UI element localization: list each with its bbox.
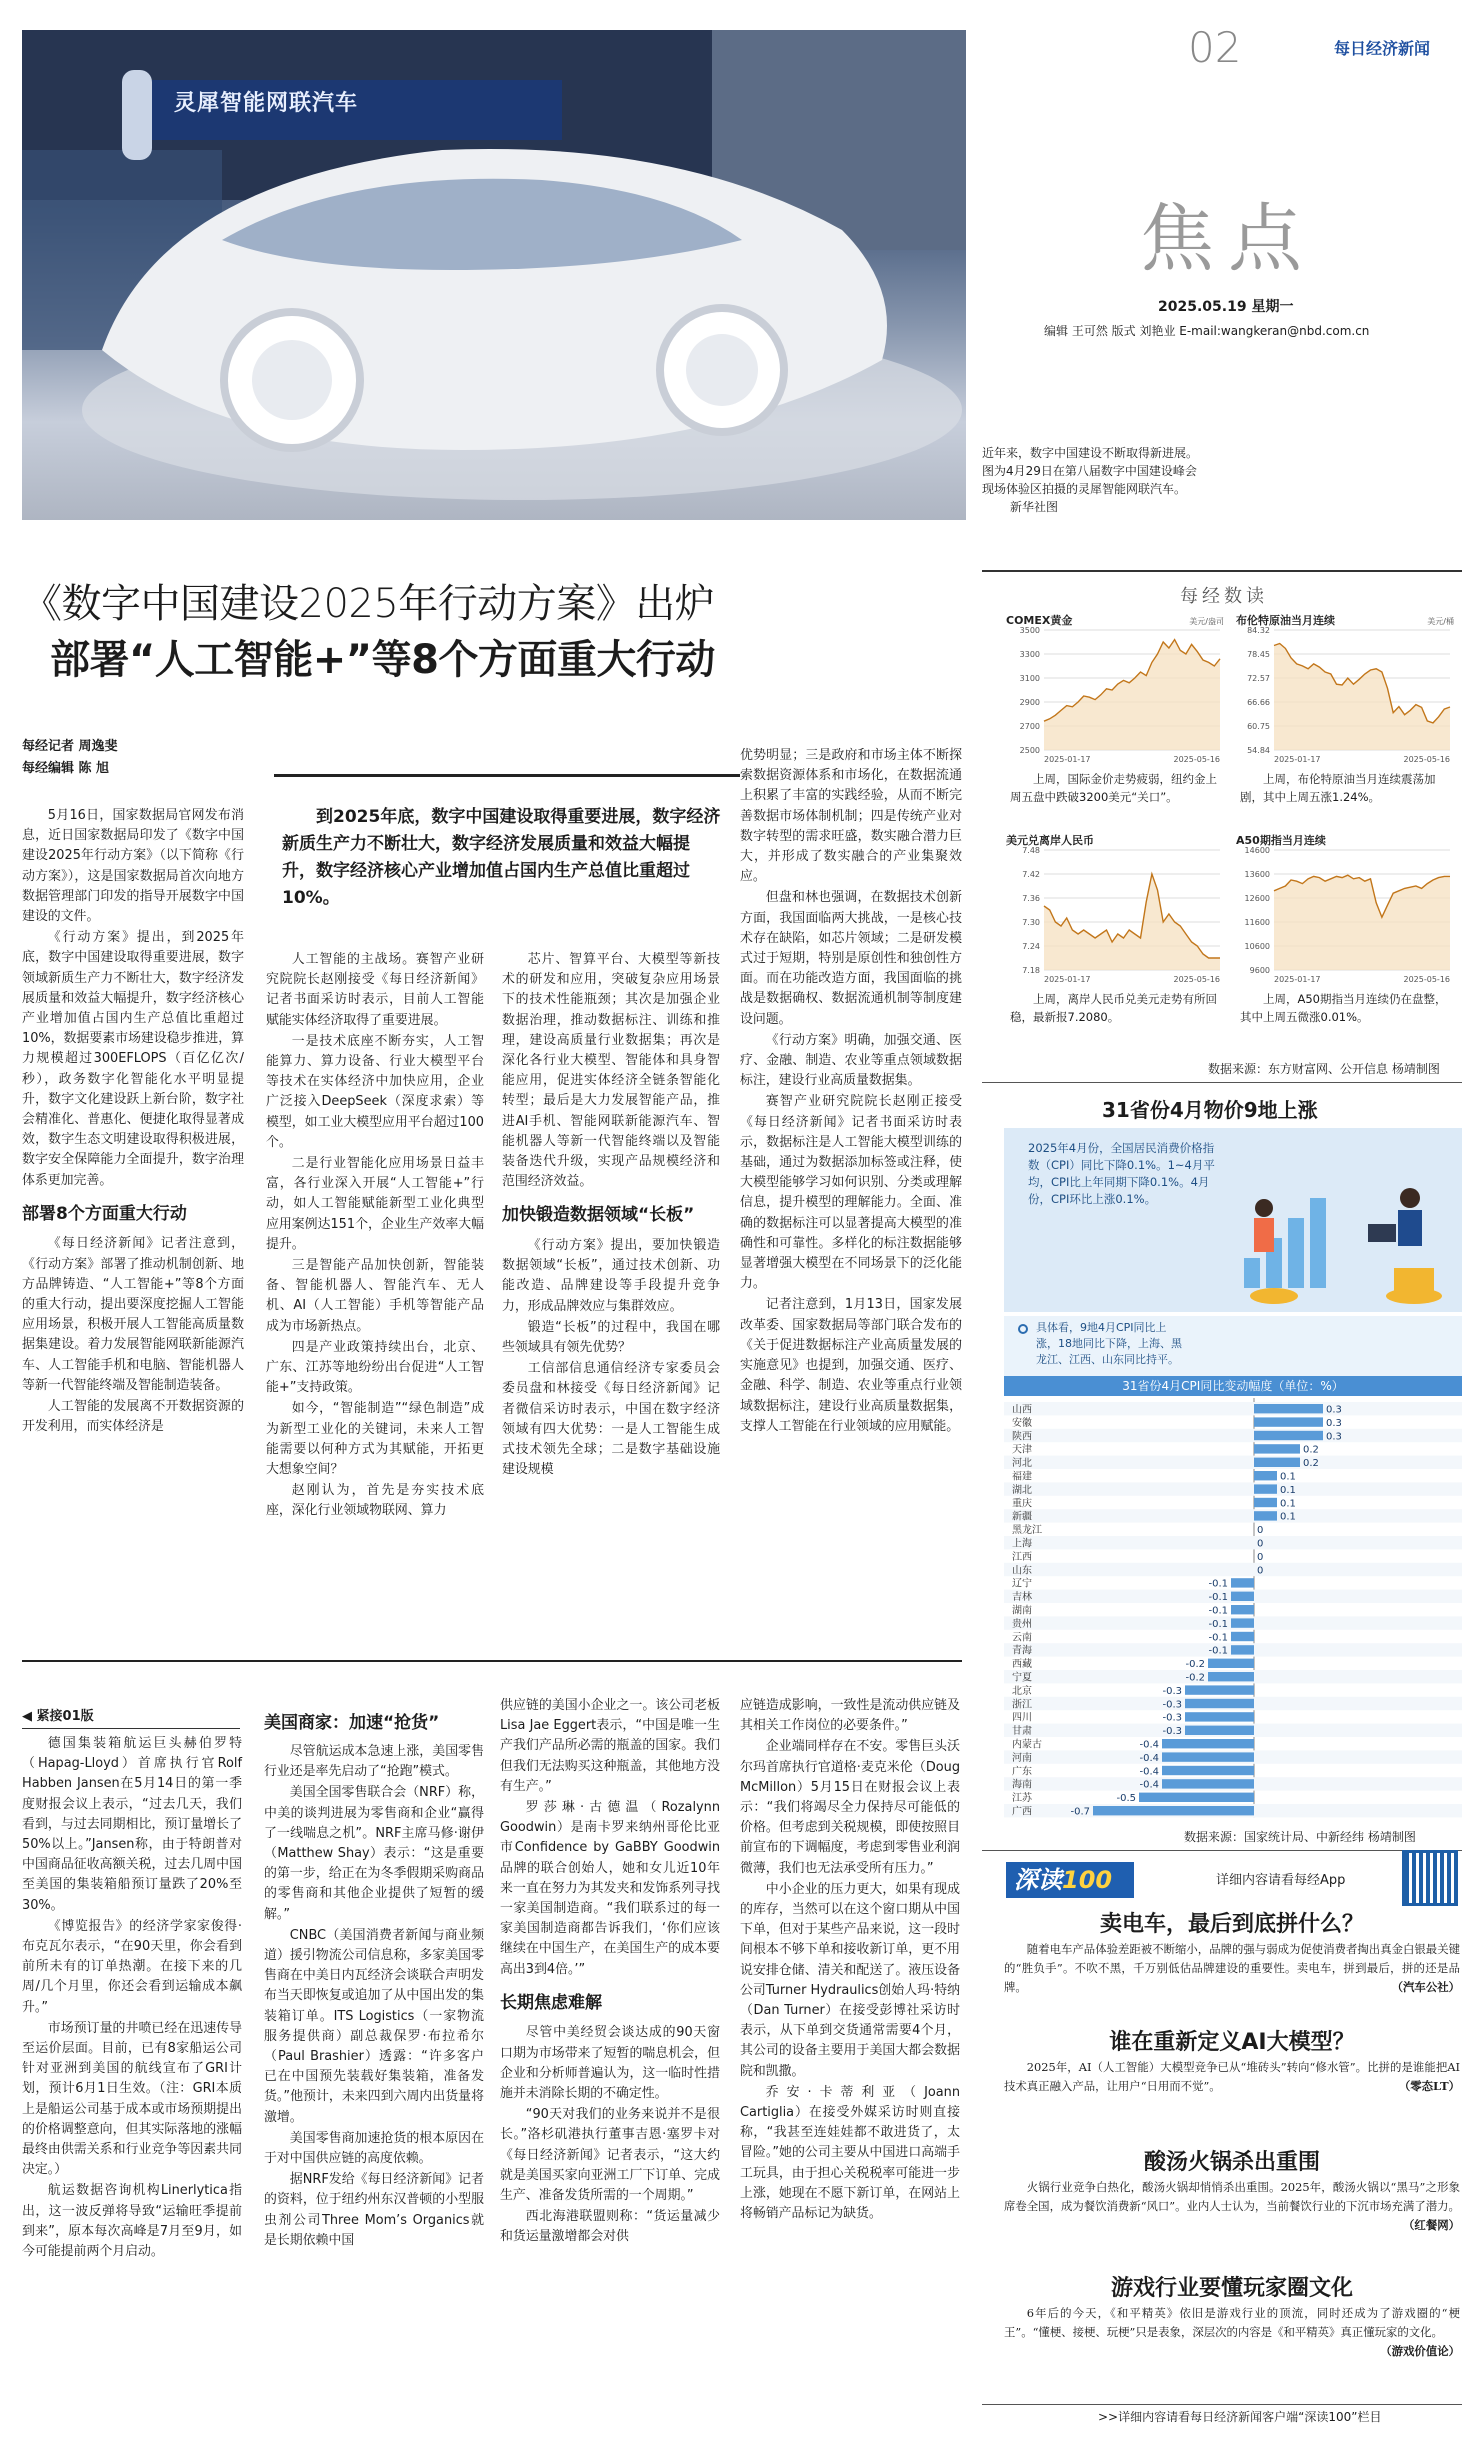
paragraph: 一是技术底座不断夯实，人工智能算力、算力设备、行业大模型平台等技术在实体经济中加快应用，企业广泛接入DeepSeek（深度求索）等模型，如工业大模型应用平台超过100个。 xyxy=(266,1033,484,1150)
x-tick-label: 2025-05-16 xyxy=(1173,755,1220,764)
value-label: -0.4 xyxy=(1139,1752,1159,1764)
category-label: 贵州 xyxy=(1012,1618,1032,1630)
paragraph: 赵刚认为，首先是夯实技术底座，深化行业领域物联网、算力 xyxy=(266,1483,484,1519)
y-tick-label: 9600 xyxy=(1249,966,1270,975)
cpi-bar xyxy=(1162,1752,1254,1761)
value-label: 0.1 xyxy=(1280,1498,1296,1510)
paragraph: 二是行业智能化应用场景日益丰富，各行业深入开展“人工智能+”行动，如人工智能赋能新型工业化典型应用案例达151个，企业生产效率大幅提升。 xyxy=(266,1156,484,1252)
deep-item-body: 2025年，AI（人工智能）大模型竞争已从“堆砖头”转向“修水管”。比拼的是谁能把AI技术真正融入产品，让用户“日用而不觉”。 xyxy=(1004,2060,1460,2093)
value-label: -0.3 xyxy=(1162,1726,1182,1738)
value-label: 0 xyxy=(1257,1525,1264,1537)
row-stripe xyxy=(1004,1402,1462,1415)
category-label: 黑龙江 xyxy=(1012,1525,1042,1537)
paragraph: 供应链的美国小企业之一。该公司老板Lisa Jae Eggert表示，“中国是唯一生产我们产品所必需的瓶盖的国家。我们但我们无法购买这种瓶盖，其他地方没有生产。” xyxy=(500,1698,720,1794)
cpi-bar xyxy=(1185,1699,1254,1708)
value-label: -0.3 xyxy=(1162,1699,1182,1711)
paragraph: 应链造成影响，一致性是流动供应链及其相关工作岗位的必要条件。” xyxy=(740,1698,960,1734)
category-label: 甘肃 xyxy=(1012,1726,1032,1738)
chart-caption: 上周，国际金价走势疲弱，纽约金上周五盘中跌破3200美元“关口”。 xyxy=(1010,772,1217,804)
sidebar-rule xyxy=(982,570,1462,572)
chart-unit: 美元/盎司 xyxy=(1189,617,1224,626)
category-label: 陕西 xyxy=(1012,1431,1032,1443)
x-tick-label: 2025-01-17 xyxy=(1044,755,1091,764)
cpi-bar xyxy=(1254,1498,1277,1507)
value-label: 0 xyxy=(1257,1538,1264,1550)
deep-list xyxy=(1004,1910,1460,2384)
cpi-bar-title xyxy=(1004,1376,1462,1396)
category-label: 福建 xyxy=(1012,1471,1032,1483)
deep-item-source: （游戏价值论） xyxy=(1380,2344,1460,2358)
y-tick-label: 84.32 xyxy=(1247,626,1270,635)
cpi-bar xyxy=(1208,1672,1254,1681)
deep-item-source: （零态LT） xyxy=(1398,2079,1460,2093)
category-label: 四川 xyxy=(1012,1712,1032,1724)
chart-caption: 上周，A50期指当月连续仍在盘整，其中上周五微涨0.01%。 xyxy=(1240,992,1447,1024)
category-label: 西藏 xyxy=(1012,1659,1032,1671)
x-tick-label: 2025-05-16 xyxy=(1173,975,1220,984)
paragraph: 企业端同样存在不安。零售巨头沃尔玛首席执行官道格·麦克米伦（Doug McMillon）5月15日在财报会议上表示：“我们将竭尽全力保持尽可能低的价格。但考虑到关税规模，即使按照目前宣布的下调幅度，考虑到零售业利润微薄，我们也无法承受所有压力。” xyxy=(740,1739,960,1876)
deep-logo xyxy=(1006,1862,1134,1898)
cpi-bar xyxy=(1139,1793,1254,1802)
cpi-bar xyxy=(1208,1659,1254,1668)
article-col-1 xyxy=(22,806,244,1438)
y-tick-label: 11600 xyxy=(1244,918,1270,927)
value-label: -0.4 xyxy=(1139,1779,1159,1791)
y-tick-label: 7.30 xyxy=(1022,918,1040,927)
category-label: 重庆 xyxy=(1012,1498,1032,1510)
deep-logo-text: 深读 xyxy=(1014,1866,1062,1894)
series-area xyxy=(1274,644,1450,751)
value-label: 0 xyxy=(1257,1565,1264,1577)
deep-hint: 详细内容请看每经App xyxy=(1216,1873,1346,1888)
y-tick-label: 10600 xyxy=(1244,942,1270,951)
y-tick-label: 7.36 xyxy=(1022,894,1040,903)
paragraph: 5月16日，国家数据局官网发布消息，近日国家数据局印发了《数字中国建设2025年行动方案》（以下简称《行动方案》），这是国家数据局首次向地方数据管理部门印发的指导开展数字中国建设的文件。 xyxy=(22,808,244,925)
paragraph: 三是智能产品加快创新，智能装备、智能机器人、智能汽车、无人机、AI（人工智能）手机等智能产品成为市场新热点。 xyxy=(266,1258,484,1334)
y-tick-label: 7.42 xyxy=(1022,870,1040,879)
cpi-note xyxy=(1004,1316,1462,1376)
market-charts xyxy=(1004,612,1458,1052)
paragraph: 德国集装箱航运巨头赫伯罗特（Hapag-Lloyd）首席执行官Rolf Habben Jansen在5月14日的第一季度财报会议上表示，“过去几天，我们看到，与过去同期相比，预订量增长了50%以上。”Jansen称，由于特朗普对中国商品征收高额关税，过去几周中国至美国的集装箱船预订量跌了20%至30%。 xyxy=(22,1736,242,1913)
y-tick-label: 12600 xyxy=(1244,894,1270,903)
hero-caption xyxy=(982,444,1202,516)
value-label: 0.1 xyxy=(1280,1471,1296,1483)
article-col-3 xyxy=(502,950,720,1481)
cpi-bar xyxy=(1254,1471,1277,1480)
x-tick-label: 2025-01-17 xyxy=(1274,755,1321,764)
jump-label: ◀ 紧接01版 xyxy=(22,1709,94,1724)
cpi-bar-chart xyxy=(1004,1398,1462,1818)
value-label: 0.1 xyxy=(1280,1511,1296,1523)
value-label: 0.2 xyxy=(1303,1458,1319,1470)
cpi-bar xyxy=(1254,1444,1300,1453)
chart-name: A50期指当月连续 xyxy=(1236,834,1326,847)
y-tick-label: 2900 xyxy=(1019,698,1040,707)
value-label: -0.4 xyxy=(1139,1739,1159,1751)
category-label: 湖南 xyxy=(1012,1605,1032,1617)
article-col-4 xyxy=(740,746,962,1438)
subhead-long-term-anxiety: 长期焦虑难解 xyxy=(500,1992,602,2013)
cpi-bar xyxy=(1231,1632,1254,1641)
cpi-bar xyxy=(1254,1511,1277,1520)
category-label: 新疆 xyxy=(1012,1511,1032,1523)
category-label: 江苏 xyxy=(1012,1793,1032,1805)
byline-reporter: 每经记者 周逸斐 xyxy=(22,739,118,754)
jump-label-rule xyxy=(22,1728,240,1729)
cpi-bar xyxy=(1185,1685,1254,1694)
category-label: 广西 xyxy=(1012,1806,1032,1818)
cpi-infobox xyxy=(1004,1128,1462,1312)
cpi-bar xyxy=(1162,1739,1254,1748)
cpi-bar xyxy=(1231,1605,1254,1614)
paragraph: 如今，“智能制造”“绿色制造”成为新型工业化的关键词，未来人工智能需要以何种方式为其赋能，开拓更大想象空间？ xyxy=(266,1401,484,1478)
y-tick-label: 72.57 xyxy=(1247,674,1270,683)
paragraph: 四是产业政策持续出台，北京、广东、江苏等地纷纷出台促进“人工智能+”支持政策。 xyxy=(266,1339,484,1396)
paragraph: 《博览报告》的经济学家家俊得·布克瓦尔表示，“在90天里，你会看到前所未有的订单热潮。在接下来的几周/几个月里，你还会看到运输成本飙升。” xyxy=(22,1918,242,2015)
value-label: -0.1 xyxy=(1208,1578,1228,1590)
paragraph: 记者注意到，1月13日，国家发展改革委、国家数据局等部门联合发布的《关于促进数据标注产业高质量发展的实施意见》也提到，加强交通、医疗、金融、科学、制造、农业等重点行业领域数据标注，建设行业高质量数据集，支撑人工智能在行业领域的应用赋能。 xyxy=(740,1297,962,1434)
category-label: 青海 xyxy=(1012,1645,1032,1657)
cpi-bar xyxy=(1231,1578,1254,1587)
cpi-bar xyxy=(1231,1592,1254,1601)
value-label: -0.3 xyxy=(1162,1685,1182,1697)
cpi-bar-title-text: 31省份4月CPI同比变动幅度（单位：%） xyxy=(1122,1379,1344,1393)
y-tick-label: 7.48 xyxy=(1022,846,1040,855)
category-label: 北京 xyxy=(1012,1685,1032,1697)
paragraph: CNBC（美国消费者新闻与商业频道）援引物流公司信息称，多家美国零售商在中美日内瓦经济会谈联合声明发布当天即恢复或追加了从中国出发的集装箱订单。ITS Logistics（一家物流服务提供商）副总裁保罗·布拉希尔（Paul Brashier）透露：“许多客户已在中国预先装载好集装箱，准备发货。”他预计，未来四到六周内出货量将激增。 xyxy=(264,1927,484,2125)
x-tick-label: 2025-05-16 xyxy=(1403,975,1450,984)
cpi-bottom-rule xyxy=(982,1850,1462,1851)
x-tick-label: 2025-05-16 xyxy=(1403,755,1450,764)
page-number: 02 xyxy=(1188,23,1242,72)
category-label: 安徽 xyxy=(1012,1417,1032,1429)
deep-item-text xyxy=(1004,2058,1460,2096)
chart-unit: 美元/桶 xyxy=(1427,617,1454,626)
paragraph: 尽管中美经贸会谈达成的90天窗口期为市场带来了短暂的喘息机会，但企业和分析师普遍认为，这一临时性措施并未消除长期的不确定性。 xyxy=(500,2025,720,2101)
value-label: 0.2 xyxy=(1303,1444,1319,1456)
cpi-illustration xyxy=(1224,1148,1454,1308)
cpi-bar xyxy=(1162,1779,1254,1788)
jump-col-4 xyxy=(740,1696,960,2225)
cpi-title: 31省份4月物价9地上涨 xyxy=(1102,1098,1318,1122)
category-label: 广东 xyxy=(1012,1766,1032,1778)
y-tick-label: 78.45 xyxy=(1247,650,1270,659)
lead-paragraph: 到2025年底，数字中国建设取得重要进展，数字经济新质生产力不断壮大，数字经济发展质量和效益大幅提升，数字经济核心产业增加值占国内生产总值比重超过10%。 xyxy=(282,807,721,908)
paragraph: 据NRF发给《每日经济新闻》记者的资料，位于纽约州东汉普顿的小型服虫剂公司Three Mom’s Organics就是长期依赖中国 xyxy=(264,2172,484,2248)
y-tick-label: 3500 xyxy=(1019,626,1040,635)
value-label: -0.1 xyxy=(1208,1605,1228,1617)
cpi-note-text: 具体看，9地4月CPI同比上涨，18地同比下降，上海、黑龙江、江西、山东同比持平。 xyxy=(1036,1321,1182,1366)
subhead-data-advantage: 加快锻造数据领域“长板” xyxy=(502,1205,695,1226)
paragraph: 市场预订量的井喷已经在迅速传导至运价层面。目前，已有8家船运公司针对亚洲到美国的航线宣布了GRI计划，预计6月1日生效。（注：GRI本质上是船运公司基于成本或市场预期提出的价格调整意向，但其实际落地的涨幅最终由供需关系和行业竞争等因素共同决定。） xyxy=(22,2020,242,2178)
y-tick-label: 3100 xyxy=(1019,674,1040,683)
cpi-bar xyxy=(1254,1404,1323,1413)
paper-name: 每日经济新闻 xyxy=(1334,39,1431,58)
paragraph: 《每日经济新闻》记者注意到，《行动方案》部署了推动机制创新、地方品牌铸造、“人工智能+”等8个方面的重大行动，提出要深度挖掘人工智能应用场景，积极开展人工智能高质量数据集建设。着力发展智能网联新能源汽车、人工智能手机和电脑、智能机器人等新一代智能终端及智能制造装备。 xyxy=(22,1236,244,1393)
chart-panel-gold xyxy=(1004,612,1226,832)
y-tick-label: 66.66 xyxy=(1247,698,1270,707)
value-label: -0.1 xyxy=(1208,1645,1228,1657)
cpi-note-dot xyxy=(1018,1324,1028,1334)
y-tick-label: 3300 xyxy=(1019,650,1040,659)
hero-credit: 新华社图 xyxy=(1010,500,1059,514)
hero-sign: 灵犀智能网联汽车 xyxy=(174,91,359,116)
article-col-2 xyxy=(266,950,484,1523)
subhead-8-actions: 部署8个方面重大行动 xyxy=(22,1203,187,1224)
deep-item-title: 酸汤火锅杀出重围 xyxy=(1143,2150,1320,2175)
deep-item-text xyxy=(1004,2178,1460,2232)
category-label: 辽宁 xyxy=(1012,1578,1032,1590)
cpi-bar xyxy=(1162,1766,1254,1775)
deep-item[interactable] xyxy=(1004,1910,1460,2028)
jump-col-3 xyxy=(500,1696,720,2249)
value-label: -0.2 xyxy=(1185,1672,1205,1684)
cpi-credit: 数据来源：国家统计局、中新经纬 杨靖制图 xyxy=(1184,1830,1416,1844)
series-area xyxy=(1044,640,1220,750)
paragraph: “90天对我们的业务来说并不是很长。”洛杉矶港执行董事吉恩·塞罗卡对《每日经济新闻》记者表示，“这大约就是美国买家向亚洲工厂下订单、完成生产、准备发货所需的一个周期。” xyxy=(500,2107,720,2203)
deep-item-body: 6年后的今天，《和平精英》依旧是游戏行业的顶流，同时还成为了游戏圈的“梗王”。“懂梗、接梗、玩梗”只是表象，深层次的内容是《和平精英》真正懂玩家的文化。 xyxy=(1004,2306,1460,2339)
cpi-bar xyxy=(1185,1726,1254,1735)
category-label: 河北 xyxy=(1012,1458,1032,1470)
cpi-bar xyxy=(1254,1458,1300,1467)
paragraph: 乔安·卡蒂利亚（Joann Cartiglia）在接受外媒采访时则直接称，“我甚至连娃娃都不敢进货了，太冒险。”她的公司主要从中国进口高端手工玩具，由于担心关税税率可能进一步上涨，她现在不愿下新订单，在网站上将畅销产品标记为缺货。 xyxy=(740,2084,960,2222)
category-label: 海南 xyxy=(1012,1779,1032,1791)
paragraph: 但盘和林也强调，在数据技术创新方面，我国面临两大挑战，一是核心技术存在缺陷，如芯片领域；二是研发模式过于短期，特别是原创性和独创性方面。而在功能改造方面，我国面临的挑战是数据确权、数据流通机制等制度建设问题。 xyxy=(740,890,962,1027)
paragraph: 《行动方案》提出，要加快锻造数据领域“长板”，通过技术创新、功能改造、品牌建设等手段提升竞争力，形成品牌效应与集群效应。 xyxy=(502,1237,720,1314)
paragraph: 人工智能的主战场。赛智产业研究院院长赵刚接受《每日经济新闻》记者书面采访时表示，目前人工智能赋能实体经济取得了重要进展。 xyxy=(266,952,484,1028)
y-tick-label: 54.84 xyxy=(1247,746,1270,755)
paragraph: 优势明显；三是政府和市场主体不断探索数据资源体系和市场化，在数据流通上积累了丰富的实践经验，从而不断完善数据市场体制机制；四是传统产业对数字转型的需求旺盛，数实融合潜力巨大，并形成了数实融合的产业集聚效应。 xyxy=(740,748,962,885)
hero-photo-art xyxy=(22,30,966,520)
lead-frame xyxy=(274,774,740,777)
deep-item-body: 火锅行业竞争白热化，酸汤火锅却悄悄杀出重围。2025年，酸汤火锅以“黑马”之形象席卷全国，成为餐饮消费新“风口”。业内人士认为，当前餐饮行业的下沉市场充满了潜力。 xyxy=(1004,2180,1460,2213)
y-tick-label: 14600 xyxy=(1244,846,1270,855)
deep-logo-number: 100 xyxy=(1062,1866,1113,1894)
jump-col-2 xyxy=(264,1742,484,2252)
qr-code-icon[interactable] xyxy=(1402,1850,1458,1906)
paragraph: 《行动方案》明确，加强交通、医疗、金融、制造、农业等重点领域数据标注，建设行业高质量数据集。 xyxy=(740,1032,962,1089)
deep-item-text xyxy=(1004,1940,1460,1997)
paragraph: 人工智能的发展离不开数据资源的开发利用，而实体经济是 xyxy=(22,1399,244,1435)
x-tick-label: 2025-01-17 xyxy=(1274,975,1321,984)
paragraph: 美国全国零售联合会（NRF）称，中美的谈判进展为零售商和企业“赢得了一线喘息之机”。NRF主席马修·谢伊（Matthew Shay）表示：“这是重要的第一步，给正在为冬季假期采购商品的零售商和其他企业提供了短暂的缓解。” xyxy=(264,1785,484,1922)
category-label: 内蒙古 xyxy=(1012,1739,1042,1751)
deep-item[interactable] xyxy=(1004,2274,1460,2384)
x-tick-label: 2025-01-17 xyxy=(1044,975,1091,984)
paragraph: 锻造“长板”的过程中，我国在哪些领域具有领先优势？ xyxy=(502,1319,720,1355)
y-tick-label: 13600 xyxy=(1244,870,1270,879)
value-label: 0.3 xyxy=(1326,1417,1342,1429)
y-tick-label: 7.24 xyxy=(1022,942,1040,951)
issue-date: 2025.05.19 星期一 xyxy=(1158,299,1294,315)
deep-item-title: 谁在重新定义AI大模型？ xyxy=(1109,2030,1355,2055)
chart-caption: 上周，布伦特原油当月连续震荡加剧，其中上周五涨1.24%。 xyxy=(1240,772,1436,804)
paragraph: 工信部信息通信经济专家委员会委员盘和林接受《每日经济新闻》记者微信采访时表示，中国在数字经济领域有四大优势：一是人工智能生成式技术领先全球；二是数字基础设施建设规模 xyxy=(502,1361,720,1478)
category-label: 湖北 xyxy=(1012,1484,1032,1496)
headline-2: 部署“人工智能+”等8个方面重大行动 xyxy=(50,637,715,683)
cpi-bar xyxy=(1254,1431,1323,1440)
value-label: -0.7 xyxy=(1070,1806,1090,1818)
cpi-summary: 2025年4月份，全国居民消费价格指数（CPI）同比下降0.1%。1~4月平均，CPI比上年同期下降0.1%。4月份，CPI环比上涨0.1%。 xyxy=(1028,1141,1215,1206)
paragraph: 西北海港联盟则称：“货运量减少和货运量激增都会对供 xyxy=(500,2209,720,2245)
chart-name: COMEX黄金 xyxy=(1006,614,1073,627)
paragraph: 赛智产业研究院院长赵刚正接受《每日经济新闻》记者书面采访时表示，数据标注是人工智能大模型训练的基础，通过为数据添加标签或注释，使大模型能够学习如何识别、分类或理解信息，提升模型的理解能力。全面、准确的数据标注可以显著提高大模型的准确性和可靠性。多样化的标注数据能够显著增强大模型在不同场景下的泛化能力。 xyxy=(740,1094,962,1292)
y-tick-label: 60.75 xyxy=(1247,722,1270,731)
deep-footer-rule xyxy=(982,2404,1462,2405)
deep-item-source: （红餐网） xyxy=(1403,2218,1460,2232)
chart-name: 布伦特原油当月连续 xyxy=(1236,614,1335,627)
headline-1: 《数字中国建设2025年行动方案》出炉 xyxy=(22,581,715,627)
value-label: 0.3 xyxy=(1326,1431,1342,1443)
market-credit: 数据来源：东方财富网、公开信息 杨靖制图 xyxy=(1208,1062,1440,1076)
deep-footer[interactable]: >>详细内容请看每日经济新闻客户端“深读100”栏目 xyxy=(1098,2410,1382,2424)
paragraph: 《行动方案》提出，到2025年底，数字中国建设取得重要进展，数字领域新质生产力不断壮大，数字经济发展质量和效益大幅提升，数字经济核心产业增加值占国内生产总值比重超过10%，数据要素市场建设稳步推进，算力规模超过300EFLOPS（百亿亿次/秒），政务数字化智能化水平明显提升，数字文化建设跃上新台阶，数字社会精准化、普惠化、便捷化取得显著成效，数字生态文明建设取得积极进展，数字安全保障能力全面提升，数字治理体系更加完善。 xyxy=(22,930,245,1188)
category-label: 山东 xyxy=(1012,1565,1032,1577)
value-label: -0.5 xyxy=(1116,1793,1136,1805)
y-tick-label: 2500 xyxy=(1019,746,1040,755)
chart-panel-brent xyxy=(1234,612,1456,832)
category-label: 江西 xyxy=(1012,1551,1032,1563)
value-label: -0.2 xyxy=(1185,1659,1205,1671)
category-label: 山西 xyxy=(1012,1404,1032,1416)
deep-item-title: 卖电车，最后到底拼什么？ xyxy=(1099,1912,1364,1937)
cpi-bar xyxy=(1254,1484,1277,1493)
deep-item-title: 游戏行业要懂玩家圈文化 xyxy=(1110,2276,1353,2301)
category-label: 宁夏 xyxy=(1012,1672,1032,1684)
cpi-bar xyxy=(1254,1417,1323,1426)
category-label: 河南 xyxy=(1012,1752,1032,1764)
paragraph: 尽管航运成本急速上涨，美国零售行业还是率先启动了“抢跑”模式。 xyxy=(264,1744,484,1780)
subhead-us-merchants: 美国商家：加速“抢货” xyxy=(264,1713,440,1733)
category-label: 上海 xyxy=(1012,1538,1032,1550)
market-title: 每经数读 xyxy=(1180,586,1268,607)
chart-name: 美元兑离岸人民币 xyxy=(1006,834,1094,847)
value-label: -0.4 xyxy=(1139,1766,1159,1778)
byline-editor: 每经编辑 陈 旭 xyxy=(22,761,110,776)
row-stripe xyxy=(1004,1509,1462,1522)
paragraph: 中小企业的压力更大，如果有现成的库存，当然可以在这个窗口期从中国下单，但对于某些产品来说，这一段时间根本不够下单和接收新订单，更不用说安排仓储、清关和配送了。液压设备公司Turner Hydraulics创始人玛·特纳（Dan Turner）在接受彭博社采访时表示，从下单到交货通常需要4个月，其公司的设备主要用于美国大都会数据院和凯撒。 xyxy=(740,1881,960,2079)
category-label: 吉林 xyxy=(1012,1592,1032,1604)
value-label: -0.1 xyxy=(1208,1632,1228,1644)
section-title: 焦点 xyxy=(1140,196,1316,282)
row-stripe xyxy=(1004,1429,1462,1442)
deep-item[interactable] xyxy=(1004,2028,1460,2148)
cpi-bar xyxy=(1185,1712,1254,1721)
paragraph: 芯片、智算平台、大模型等新技术的研发和应用，突破复杂应用场景下的技术性能瓶颈；其次是加强企业数据治理，推动数据标注、训练和推理，建设高质量行业数据集；再次是深化各行业大模型、智能体和具身智能应用，促进实体经济全链条智能化转型；最后是大力发展智能产品，推进AI手机、智能网联新能源汽车、智能机器人等新一代智能终端以及智能装备迭代升级，实现产品规模经济和范围经济效益。 xyxy=(502,952,720,1190)
value-label: -0.3 xyxy=(1162,1712,1182,1724)
deep-item-source: （汽车公社） xyxy=(1391,1980,1460,1994)
deep-item-text xyxy=(1004,2304,1460,2358)
chart-caption: 上周，离岸人民币兑美元走势有所回稳，最新报7.2080。 xyxy=(1010,992,1217,1024)
paragraph: 美国零售商加速抢货的根本原因在于对中国供应链的高度依赖。 xyxy=(264,2130,484,2167)
row-stripe xyxy=(1004,1482,1462,1495)
value-label: -0.1 xyxy=(1208,1618,1228,1630)
cpi-bar xyxy=(1093,1806,1254,1815)
cpi-bar xyxy=(1231,1618,1254,1627)
row-stripe xyxy=(1004,1563,1462,1576)
deep-item-body: 随着电车产品体验差距被不断缩小，品牌的强与弱成为促使消费者掏出真金白银最关键的“胜负手”。不吹不黑，千万别低估品牌建设的重要性。卖电车，拼到最后，拼的还是品牌。 xyxy=(1004,1942,1460,1994)
deep-item[interactable] xyxy=(1004,2148,1460,2274)
hero-photo xyxy=(22,30,966,520)
story-divider xyxy=(22,1660,962,1662)
category-label: 天津 xyxy=(1012,1444,1032,1456)
hero-caption-text: 近年来，数字中国建设不断取得新进展。图为4月29日在第八届数字中国建设峰会现场体验区拍摄的灵犀智能网联汽车。 xyxy=(982,446,1199,496)
series-area xyxy=(1274,875,1450,970)
row-stripe xyxy=(1004,1536,1462,1549)
chart-panel-usdcnh xyxy=(1004,832,1226,1052)
value-label: -0.1 xyxy=(1208,1592,1228,1604)
category-label: 云南 xyxy=(1012,1632,1032,1644)
paragraph: 航运数据咨询机构Linerlytica指出，这一波反弹将导致“运输旺季提前到来”，原本每次高峰是7月至9月，如今可能提前两个月启动。 xyxy=(22,2183,242,2260)
value-label: 0.1 xyxy=(1280,1484,1296,1496)
category-label: 浙江 xyxy=(1012,1699,1032,1711)
value-label: 0.3 xyxy=(1326,1404,1342,1416)
cpi-bar xyxy=(1231,1645,1254,1654)
market-bottom-rule xyxy=(982,1082,1462,1083)
y-tick-label: 7.18 xyxy=(1022,966,1040,975)
jump-col-1 xyxy=(22,1734,242,2263)
editor-line: 编辑 王可然 版式 刘艳业 E-mail:wangkeran@nbd.com.cn xyxy=(1044,324,1370,338)
chart-panel-a50 xyxy=(1234,832,1456,1052)
paragraph: 罗莎琳·古德温（Rozalynn Goodwin）是南卡罗来纳州哥伦比亚市Confidence by GaBBY Goodwin品牌的联合创始人，她和女儿近10年来一直在努力为其发夹和发饰系列寻找一家美国制造商。“我们联系过的每一家美国制造商都告诉我们，‘你们应该继续在中国生产，在美国生产的成本要高出3到4倍。’” xyxy=(500,1800,720,1977)
y-tick-label: 2700 xyxy=(1019,722,1040,731)
row-stripe xyxy=(1004,1456,1462,1469)
value-label: 0 xyxy=(1257,1551,1264,1563)
